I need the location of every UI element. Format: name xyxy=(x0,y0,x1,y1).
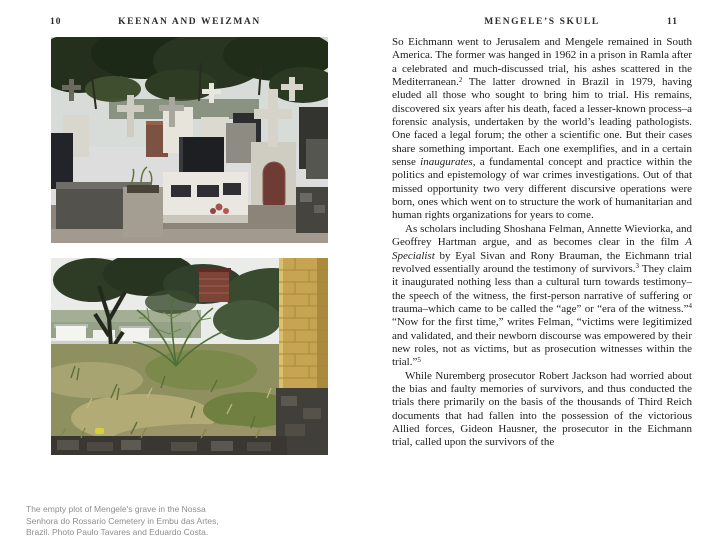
cemetery-photo-art xyxy=(51,37,328,243)
caption-line: Brazil. Photo Paulo Tavares and Eduardo Costa. xyxy=(26,527,209,537)
empty-plot-photo xyxy=(51,258,328,455)
left-running-head: KEENAN AND WEIZMAN xyxy=(118,17,261,27)
empty-plot-photo-art xyxy=(51,258,328,455)
caption-line: Senhora do Rossario Cemetery in Embu das Artes, xyxy=(26,515,219,526)
cemetery-photo xyxy=(51,37,328,243)
photo-caption xyxy=(26,504,296,539)
left-page-number: 10 xyxy=(50,17,62,27)
right-running-head: MENGELE’S SKULL xyxy=(484,17,600,27)
right-page-number: 11 xyxy=(667,17,678,27)
caption-line: The empty plot of Mengele's grave in the Nossa xyxy=(26,504,206,514)
body-text: So Eichmann went to Jerusalem and Mengele remained in South America. The former was hanged in 1962 in a prison in Ramla after a celebrated and much-discussed trial, his ashes scattered in the Mediterranean.$^2$ The latter drowned in Brazil in 1979, having eluded all those who sought to bring him to trial. His remains, discovered six years after his death, faced a lesser-known process–a forensic analysis, undertaken by the world’s leading pathologists. One faced a legal forum; the other a scientific one. But their cases share something important. Each one exemplifies, and in a certain sense inaugurates, a fundamental concept and practice within the politics and epistemology of war crimes investigations. Out of that missed opportunity two very different discursive operations were born, ones which went on to structure the work of humanitarian and human rights organizations for years to come. As scholars including Shoshana Felman, Annette Wieviorka, and Geoffrey Hartman argue, and as becomes clear in the film A Specialist by Eyal Sivan and Rony Brauman, the Eichmann trial revolved essentially around the testimony of survivors.$^3$ They claim it inaugurated nothing less than a cultural turn towards testimony–the speech of the witness, the first-person narrative of suffering or trauma–which came to be called the “age” or “era of the witness.”$^4$ “Now for the first time,” writes Felman, “victims were legitimized and validated, and their newborn discourse was empowered by their new roles, not as victims, but as prosecution witnesses within the trial.”$^5$ While Nuremberg prosecutor Robert Jackson had worried about the bias and faulty memories of survivors, and thus conducted the trials there primarily on the basis of the thousands of Third Reich documents that had fallen into the possession of the victorious Allied forces, Gideon Hausner, the prosecutor in the Eichmann trial, called upon the survivors of the xyxy=(392,36,692,449)
